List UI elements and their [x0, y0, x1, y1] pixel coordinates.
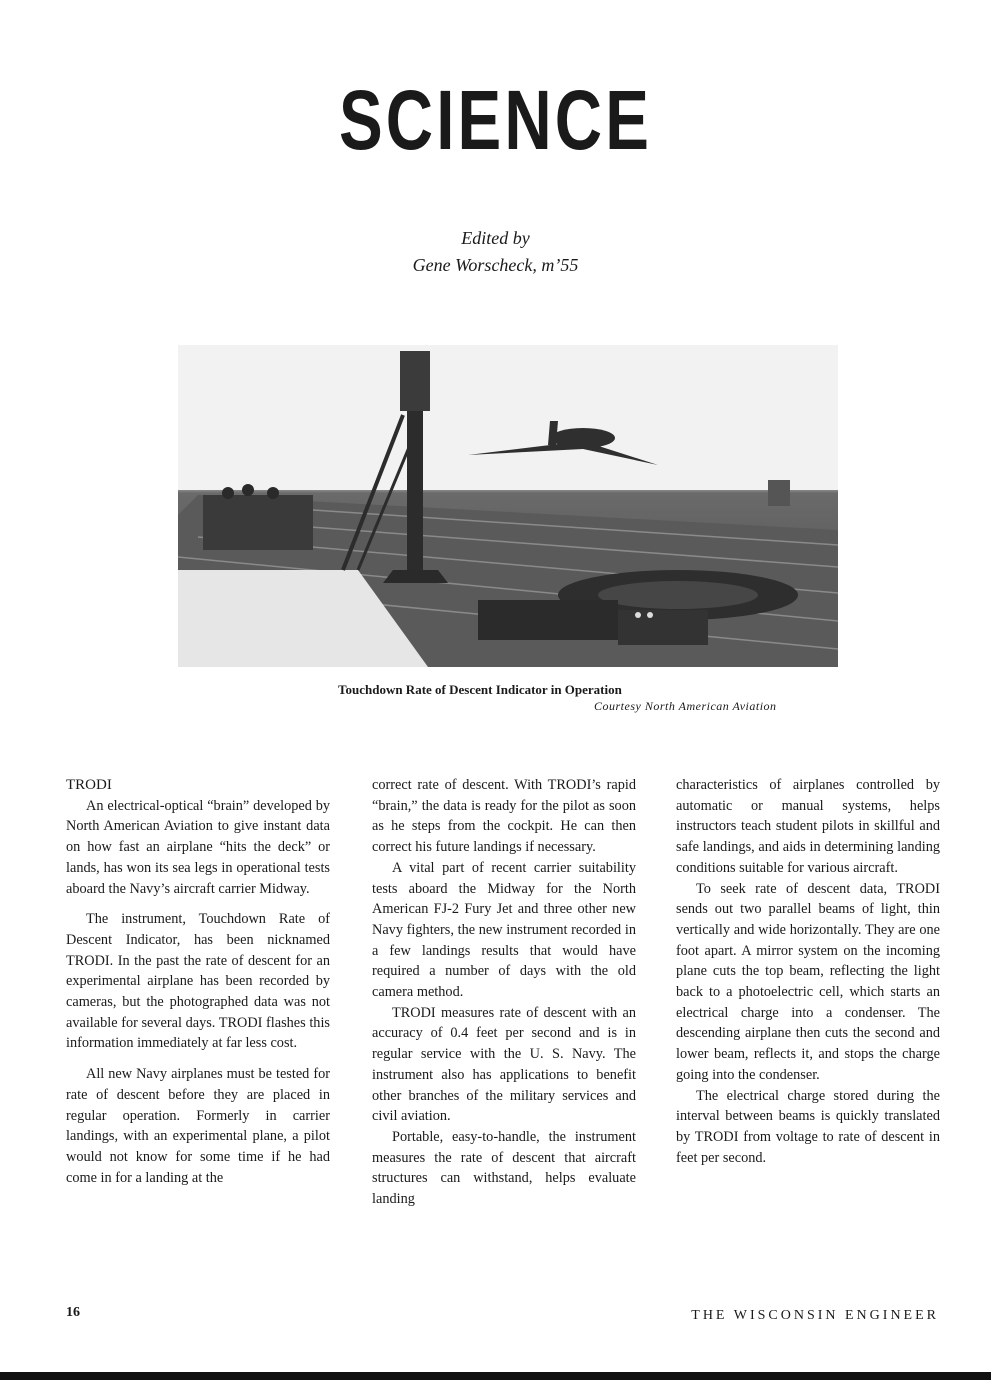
paragraph: characteristics of airplanes controlled by automatic or manual systems, helps instructors teach student pilots in skillful and safe landings, and aids in determining landing conditions suitable for various aircraft. — [676, 777, 940, 876]
article-column-1 — [66, 775, 330, 1188]
photo-credit: Courtesy North American Aviation — [594, 699, 777, 713]
article-heading: TRODI — [66, 777, 112, 793]
paragraph: correct rate of descent. With TRODI’s rapid “brain,” the data is ready for the pilot as soon as he steps from the cockpit. He can then correct his future landings if necessary. — [372, 777, 636, 856]
paragraph: All new Navy airplanes must be tested for rate of descent before they are placed in regular operation. Formerly in carrier landings, with an experimental plane, a pilot would not know for some time if he had come in for a landing at the — [66, 1066, 330, 1186]
scan-edge — [0, 1372, 991, 1380]
editor-name: Gene Worscheck, m’55 — [412, 255, 579, 275]
section-title: SCIENCE — [338, 73, 653, 167]
photo-caption: Touchdown Rate of Descent Indicator in Operation — [338, 682, 622, 697]
trodi-photograph — [178, 345, 838, 667]
publication-name: THE WISCONSIN ENGINEER — [691, 1308, 939, 1323]
paragraph: TRODI measures rate of descent with an accuracy of 0.4 feet per second and is in regular service with the U. S. Navy. The instrument also has applications to benefit other branches of the military services and civil aviation. — [372, 1004, 636, 1125]
article-column-3 — [676, 775, 940, 1168]
paragraph: A vital part of recent carrier suitability tests aboard the Midway for the North American FJ-2 Fury Jet and three other new Navy fighters, the new instrument recorded in a few landings results that would have required a number of days with the old camera method. — [372, 859, 636, 1001]
page-number: 16 — [66, 1305, 80, 1320]
paragraph: The instrument, Touchdown Rate of Descent Indicator, has been nicknamed TRODI. In the past the rate of descent for an experimental airplane has been recorded by cameras, but the photographed data was not available for several days. TRODI flashes this information immediately at far less cost. — [66, 911, 330, 1052]
paragraph: The electrical charge stored during the interval between beams is quickly translated by TRODI from voltage to rate of descent in feet per second. — [676, 1087, 940, 1166]
edited-by-label: Edited by — [461, 228, 530, 248]
paragraph: Portable, easy-to-handle, the instrument measures the rate of descent that aircraft structures can withstand, helps evaluate landing — [372, 1128, 636, 1208]
paragraph: An electrical-optical “brain” developed by North American Aviation to give instant data on how fast an airplane “hits the deck” or lands, has won its sea legs in operational tests aboard the Navy’s aircraft carrier Midway. — [66, 797, 330, 897]
paragraph: To seek rate of descent data, TRODI sends out two parallel beams of light, thin vertically and wide horizontally. They are one foot apart. A mirror system on the incoming plane cuts the top beam, reflecting the light back to a photoelectric cell, which starts an electrical charge into a condenser. The descending airplane then cuts the second and lower beam, reflects it, and stops the charge going into the condenser. — [676, 880, 940, 1083]
article-column-2 — [372, 775, 636, 1210]
